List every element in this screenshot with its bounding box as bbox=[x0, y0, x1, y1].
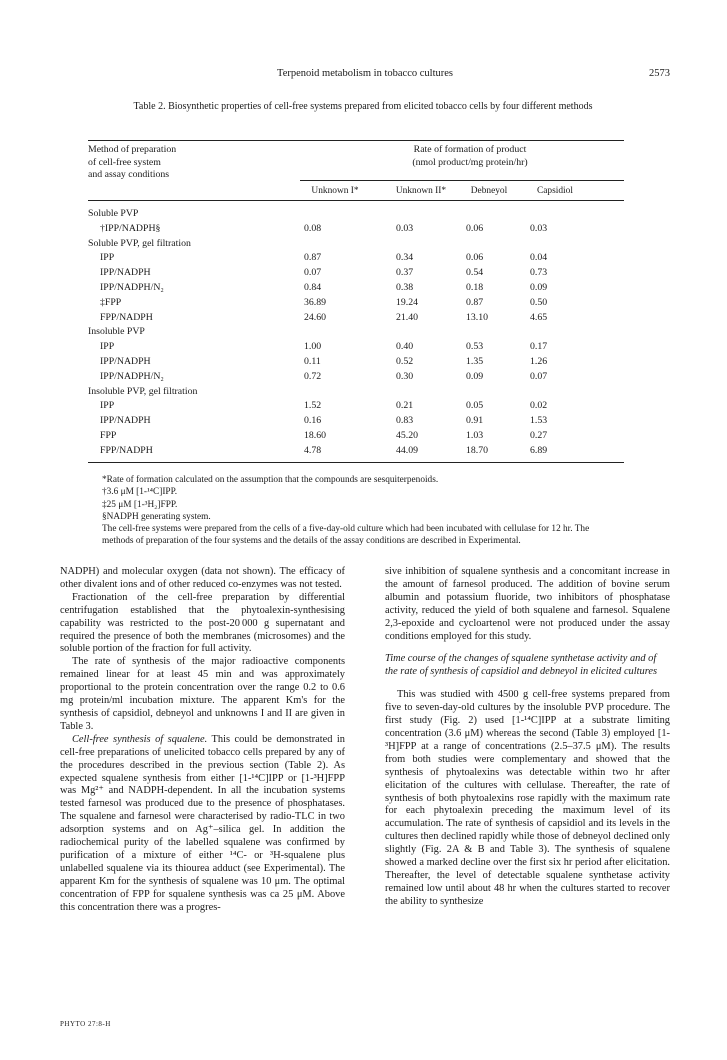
table-cell: 18.60 bbox=[304, 430, 327, 441]
row-label: IPP/NADPH/N₂ bbox=[100, 282, 164, 293]
table-cell: 0.02 bbox=[530, 400, 548, 412]
table-group-row bbox=[88, 208, 624, 220]
table-row bbox=[88, 415, 624, 427]
table-row bbox=[88, 312, 624, 324]
column-header-unknown-i: Unknown I* bbox=[311, 186, 359, 196]
table-cell: 44.09 bbox=[396, 444, 419, 456]
table-cell: 0.87 bbox=[304, 252, 322, 264]
header-bottom-rule bbox=[88, 200, 624, 201]
footnote: *Rate of formation calculated on the assumption that the compounds are sesquiterpenoids. bbox=[102, 475, 439, 485]
table-cell: 0.09 bbox=[530, 282, 548, 293]
row-label: IPP bbox=[100, 400, 115, 412]
row-label: †IPP/NADPH§ bbox=[100, 222, 161, 234]
running-title: Terpenoid metabolism in tobacco cultures bbox=[277, 68, 453, 79]
table-cell: 0.83 bbox=[396, 415, 414, 427]
table-row bbox=[88, 223, 624, 235]
row-label: IPP/NADPH bbox=[100, 267, 151, 279]
stub-header-line: Method of preparation bbox=[88, 144, 177, 155]
running-header bbox=[60, 68, 670, 82]
footnote: The cell-free systems were prepared from the cells of a five-day-old culture which had been incubated with cellulase for 12 hr. The methods of preparation of the four systems and the details of the assay conditions are described in Experimental. bbox=[102, 524, 590, 547]
row-label: FPP/NADPH bbox=[100, 311, 153, 323]
table-row bbox=[88, 356, 624, 368]
spanner-line: Rate of formation of product bbox=[413, 144, 527, 155]
table-cell: 0.08 bbox=[304, 222, 322, 234]
table-cell: 1.52 bbox=[304, 400, 322, 412]
left-text-column bbox=[60, 566, 345, 914]
table-spanner-header bbox=[370, 144, 570, 169]
table-cell: 0.53 bbox=[466, 341, 484, 353]
row-label: ‡FPP bbox=[100, 296, 122, 308]
table-cell: 0.50 bbox=[530, 296, 548, 308]
group-label: Insoluble PVP, gel filtration bbox=[88, 385, 198, 397]
table-caption: Table 2. Biosynthetic properties of cell-free systems prepared from elicited tobacco cells by four different methods bbox=[133, 101, 593, 112]
table-cell: 0.18 bbox=[466, 282, 484, 293]
column-header-capsidiol: Capsidiol bbox=[537, 186, 573, 196]
column-header-unknown-ii: Unknown II* bbox=[395, 186, 447, 196]
table-group-row bbox=[88, 326, 624, 338]
table-cell: 45.20 bbox=[396, 430, 419, 441]
table-cell: 18.70 bbox=[466, 444, 489, 456]
table-row bbox=[88, 400, 624, 412]
table-cell: 4.78 bbox=[304, 444, 322, 456]
row-label: IPP/NADPH bbox=[100, 415, 151, 427]
subsection-lead: Cell-free synthesis of squalene. bbox=[72, 733, 208, 745]
table-cell: 0.37 bbox=[396, 267, 414, 279]
table-cell: 0.84 bbox=[304, 282, 322, 293]
table-row bbox=[88, 252, 624, 264]
body-paragraph: This was studied with 4500 g cell-free systems prepared from five to seven-day-old cultures by the insoluble PVP procedure. The first study (Fig. 2) used [1-¹⁴C]IPP at a substrate limiting concentration (3.6 μM) whereas the second (Table 3) employed [1-³H]FPP at a range of concentrations (2.5–37.5 μM). The results from both studies were complementary and showed that the synthesis of phytoalexins was detectable within two hr after elicitation of the cultures with cellulase. Thereafter, the rate of synthesis of both phytoalexins rose rapidly with the maximum rate for each phytoalexin preceding the maximum level of its accumulation. The rate of synthesis of capsidiol and its levels in the cultures then declined rapidly while those of debneyol declined only slightly (Fig. 2A & B and Table 3). The synthesis of squalene showed a marked decline over the first six hr period after elicitation. Thereafter, the level of detectable squalene synthetase activity remained low until about 48 hr when the cultures started to recover the ability to synthesize bbox=[385, 689, 670, 907]
group-label: Soluble PVP bbox=[88, 208, 139, 219]
body-paragraph: NADPH) and molecular oxygen (data not shown). The efficacy of other divalent ions and of other reduced co-enzymes was not tested. bbox=[60, 566, 345, 590]
table-cell: 0.73 bbox=[530, 267, 548, 279]
row-label: FPP bbox=[100, 430, 117, 441]
table-cell: 0.07 bbox=[530, 370, 548, 382]
section-heading: Time course of the changes of squalene synthetase activity and of the rate of synthesis of capsidiol and debneyol in elicited cultures bbox=[385, 653, 658, 678]
table-cell: 0.03 bbox=[396, 222, 414, 234]
row-label: IPP bbox=[100, 252, 115, 264]
group-label: Insoluble PVP bbox=[88, 326, 145, 338]
table-cell: 6.89 bbox=[530, 444, 548, 456]
footer-code: PHYTO 27:8-H bbox=[60, 1020, 111, 1028]
body-paragraph: Cell-free synthesis of squalene. This could be demonstrated in cell-free preparations of unelicited tobacco cells prepared by any of the procedures described in the previous section (Table 2). As expected squalene synthesis from either [1-¹⁴C]IPP or [1-³H]FPP was Mg²⁺ and NADPH-dependent. In all the incubation systems tested farnesol was produced due to the presence of phosphatases. The squalene and farnesol were characterised by radio-TLC in two adsorption systems and on Ag⁺–silica gel. In addition the radiochemical purity of the labelled squalene was confirmed by purification of a mixture of either ¹⁴C- or ³H-squalene plus unlabelled squalene via its thiourea adduct (see Experimental). The apparent Km for the synthesis of squalene was 10 μm. The optimal concentration of FPP for squalene synthesis was ca 25 μM. Above this concentration there was a progres- bbox=[60, 733, 345, 913]
table-cell: 19.24 bbox=[396, 296, 419, 308]
table-row bbox=[88, 297, 624, 309]
table-cell: 0.91 bbox=[466, 415, 484, 427]
body-paragraph: Fractionation of the cell-free preparation by differential centrifugation established that the phytoalexin-synthesising capability was restricted to the post-20 000 g supernatant and required the presence of both the membranes (microsomes) and the soluble portion of the fraction for full activity. bbox=[60, 591, 345, 655]
spanner-line: (nmol product/mg protein/hr) bbox=[412, 156, 528, 168]
table-cell: 0.87 bbox=[466, 296, 484, 308]
stub-header-line: of cell-free system bbox=[88, 156, 161, 168]
footnote: †3.6 μM [1-¹⁴C]IPP. bbox=[102, 487, 178, 498]
page-number: 2573 bbox=[649, 68, 670, 79]
table-cell: 0.11 bbox=[304, 356, 321, 367]
spanner-rule bbox=[300, 180, 624, 181]
stub-header-line: and assay conditions bbox=[88, 169, 170, 180]
row-label: IPP/NADPH bbox=[100, 356, 151, 367]
table-cell: 0.21 bbox=[396, 400, 414, 412]
table-cell: 0.06 bbox=[466, 252, 484, 264]
table-cell: 13.10 bbox=[466, 311, 489, 323]
table-cell: 0.52 bbox=[396, 356, 414, 367]
table-cell: 24.60 bbox=[304, 311, 327, 323]
table-cell: 0.04 bbox=[530, 252, 548, 264]
table-cell: 0.34 bbox=[396, 252, 414, 264]
table-cell: 0.54 bbox=[466, 267, 484, 279]
table-cell: 0.05 bbox=[466, 400, 484, 412]
table-cell: 0.16 bbox=[304, 415, 322, 427]
table-cell: 1.00 bbox=[304, 341, 322, 353]
table-row bbox=[88, 371, 624, 383]
group-label: Soluble PVP, gel filtration bbox=[88, 237, 191, 249]
row-label: IPP/NADPH/N₂ bbox=[100, 370, 164, 382]
table-cell: 0.09 bbox=[466, 370, 484, 382]
table-cell: 1.35 bbox=[466, 356, 484, 367]
table-row bbox=[88, 445, 624, 457]
table-cell: 1.26 bbox=[530, 356, 548, 367]
table-cell: 0.40 bbox=[396, 341, 414, 353]
table-cell: 0.03 bbox=[530, 222, 548, 234]
table-cell: 1.53 bbox=[530, 415, 548, 427]
body-paragraph: sive inhibition of squalene synthesis and a concomitant increase in the amount of farnesol produced. The addition of bovine serum albumin and potassium fluoride, two inhibitors of phosphatase activity, reduced the yield of both squalene and farnesol. Squalene 2,3-epoxide and cycloartenol were not produced under the assay conditions employed for this study. bbox=[385, 566, 670, 642]
right-text-column bbox=[385, 566, 670, 909]
table-group-row bbox=[88, 386, 624, 398]
table-cell: 21.40 bbox=[396, 311, 419, 323]
table-cell: 0.30 bbox=[396, 370, 414, 382]
column-header-debneyol: Debneyol bbox=[470, 186, 508, 196]
row-label: IPP bbox=[100, 341, 115, 353]
table-row bbox=[88, 267, 624, 279]
footnote: ‡25 μM [1-³H₂]FPP. bbox=[102, 499, 178, 510]
table-stub-header bbox=[88, 144, 176, 182]
table-footnotes bbox=[102, 474, 622, 548]
table-bottom-rule bbox=[88, 462, 624, 463]
table-cell: 0.07 bbox=[304, 267, 322, 279]
table-cell: 0.72 bbox=[304, 370, 322, 382]
table-cell: 36.89 bbox=[304, 296, 327, 308]
table-cell: 4.65 bbox=[530, 311, 548, 323]
table-top-rule bbox=[88, 140, 624, 141]
table-cell: 1.03 bbox=[466, 430, 484, 441]
table-cell: 0.17 bbox=[530, 341, 548, 353]
row-label: FPP/NADPH bbox=[100, 444, 153, 456]
table-cell: 0.27 bbox=[530, 430, 548, 441]
table-group-row bbox=[88, 238, 624, 250]
footnote: §NADPH generating system. bbox=[102, 511, 211, 522]
table-row bbox=[88, 341, 624, 353]
table-cell: 0.38 bbox=[396, 282, 414, 293]
table-row bbox=[88, 430, 624, 442]
table-cell: 0.06 bbox=[466, 222, 484, 234]
table-row bbox=[88, 282, 624, 294]
body-paragraph: The rate of synthesis of the major radioactive components remained linear for at least 45 min and was approximately proportional to the protein concentration over the range 0.2 to 0.6 mg protein/ml incubation mixture. The apparent Km's for the synthesis of capsidiol, debneyol and unknowns I and II are given in Table 3. bbox=[60, 656, 345, 732]
